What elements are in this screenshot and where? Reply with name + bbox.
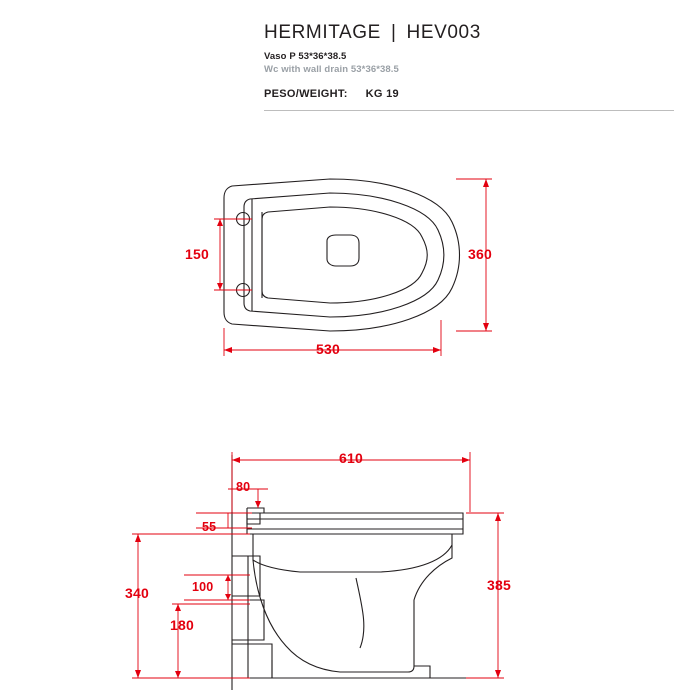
dim-side-55: 55 [202,520,217,534]
product-name: HERMITAGE [264,22,381,43]
dim-top-530: 530 [316,341,340,357]
product-code: HEV003 [406,22,481,43]
dim-top-360: 360 [468,246,492,262]
weight-row [264,88,684,100]
dim-side-610: 610 [339,450,363,466]
weight-label: PESO/WEIGHT: [264,88,348,100]
dim-side-180: 180 [170,617,194,633]
product-title-row [264,22,684,44]
side-view-dimensions [132,452,504,678]
product-description-en: Wc with wall drain 53*36*38.5 [264,64,399,75]
dim-side-80: 80 [236,480,251,494]
dim-side-100: 100 [192,580,214,594]
dim-side-340: 340 [125,585,149,601]
dim-side-385: 385 [487,577,511,593]
weight-value: KG 19 [365,88,399,100]
top-view-dimensions [214,179,492,356]
top-view-outline [224,179,460,331]
dim-top-150: 150 [185,246,209,262]
product-description-it: Vaso P 53*36*38.5 [264,51,347,62]
header-divider [264,110,674,111]
product-header [264,22,684,111]
title-separator: | [390,22,397,43]
